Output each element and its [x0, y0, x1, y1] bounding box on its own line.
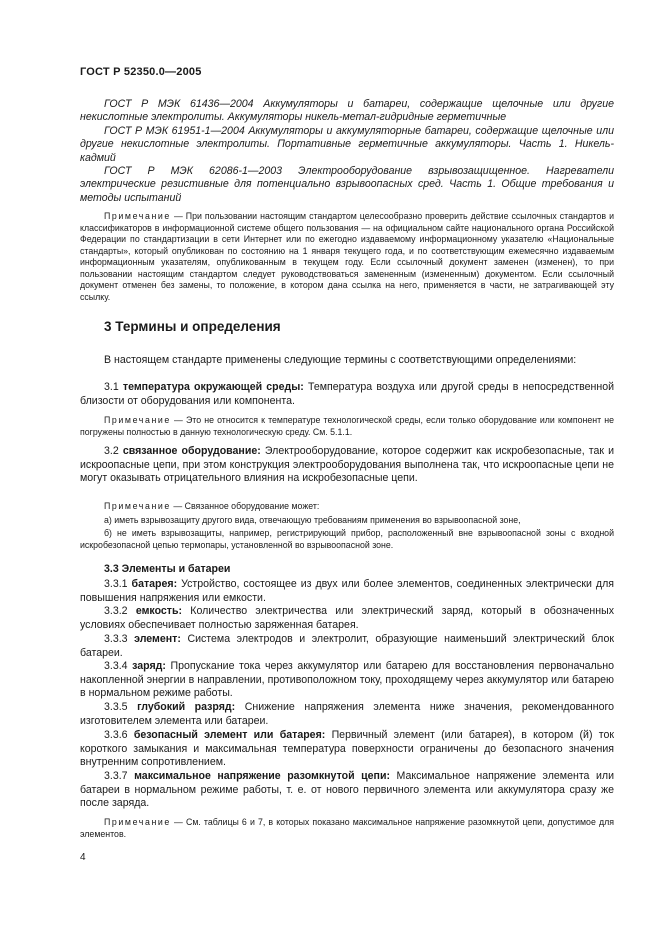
term-number: 3.3.3 — [104, 633, 128, 645]
term-name: элемент: — [134, 633, 181, 645]
note-text: — Связанное оборудование может: — [173, 501, 320, 511]
note-label: Примечание — [104, 415, 171, 425]
reference-iec-62086: ГОСТ Р МЭК 62086-1—2003 Электрооборудование взрывозащищенное. Нагреватели электрические резистивные для потенциально взрывоопасных сред. Часть 1. Общие требования и методы испытаний — [80, 165, 614, 204]
term-name: температура окружающей среды: — [122, 381, 304, 393]
note-3-2 — [80, 501, 614, 513]
term-3-3-4 — [80, 660, 614, 701]
term-definition: Первичный элемент (или батарея), в котором (й) ток короткого замыкания и максимальная температура поверхности ограничены до безопасного значения внутренним сопротивлением. — [80, 729, 615, 768]
term-number: 3.3.1 — [104, 578, 128, 590]
note-text: — При пользовании настоящим стандартом целесообразно проверить действие ссылочных стандартов и классификаторов в информационной системе общего пользования — на официальном сайте национального органа Российской Федерации по стандартизации в сети Интернет или по ежегодно издаваемому информационному указателю «Национальные стандарты», который опубликован по состоянию на 1 января текущего года, и по соответствующим ежемесячно издаваемым информационным указателям, опубликованным в текущем году. Если ссылочный документ заменен (изменен), то при пользовании настоящим стандартом следует руководствоваться замененным (измененным) документом. Если ссылочный документ отменен без замены, то положение, в котором дана ссылка на него, применяется в части, не затрагивающей эту ссылку. — [80, 211, 614, 302]
term-number: 3.3.5 — [104, 701, 128, 713]
page-number: 4 — [80, 852, 86, 863]
term-definition: Температура воздуха или другой среды в непосредственной близости от оборудования или компонента. — [80, 381, 614, 407]
term-name: связанное оборудование: — [122, 445, 261, 457]
term-definition: Электрооборудование, которое содержит как искробезопасные, так и искроопасные цепи, при этом конструкция электрооборудования выполнена так, что искроопасные цепи не могут оказывать отрицательного влияния на искробезопасные цепи. — [80, 445, 615, 484]
term-number: 3.3.4 — [104, 660, 128, 672]
term-3-1 — [80, 381, 614, 408]
term-definition: Система электродов и электролит, образующие наименьший электрический блок батареи. — [80, 633, 614, 659]
term-name: батарея: — [131, 578, 178, 590]
term-3-3-2 — [80, 605, 614, 632]
term-definition: Количество электричества или электрический заряд, который в обозначенных условиях обеспечивает полностью заряженная батарея. — [80, 605, 615, 631]
section-intro: В настоящем стандарте применены следующие термины с соответствующими определениями: — [104, 354, 577, 366]
subsection-3-3-title: 3.3 Элементы и батареи — [104, 563, 231, 575]
note-label: Примечание — [104, 211, 171, 221]
reference-iec-61951: ГОСТ Р МЭК 61951-1—2004 Аккумуляторы и аккумуляторные батареи, содержащие щелочные или другие некислотные электролиты. Портативные герметичные аккумуляторы. Часть 1. Никель-кадмий — [80, 125, 614, 164]
document-header: ГОСТ Р 52350.0—2005 — [80, 66, 202, 78]
term-name: емкость: — [135, 605, 183, 617]
section-title: 3 Термины и определения — [104, 319, 281, 334]
term-name: заряд: — [132, 660, 166, 672]
term-number: 3.3.2 — [104, 605, 128, 617]
term-3-3-6 — [80, 729, 614, 770]
term-definition: Максимальное напряжение элемента или батареи в нормальном режиме работы, т. е. от нового первичного элемента или аккумулятора сразу же после заряда. — [80, 770, 615, 809]
term-name: безопасный элемент или батарея: — [133, 729, 326, 741]
term-number: 3.2 — [104, 445, 119, 457]
term-3-3-3 — [80, 633, 614, 660]
term-definition: Пропускание тока через аккумулятор или батарею для восстановления первоначально накопленной энергии в направлении, противоположном току, проходящему через аккумулятор или батарею в нормальном режиме работы. — [80, 660, 614, 699]
reference-iec-61436: ГОСТ Р МЭК 61436—2004 Аккумуляторы и батареи, содержащие щелочные или другие некислотные электролиты. Аккумуляторы никель-метал-гидридные герметичные — [80, 98, 614, 124]
term-3-3-5 — [80, 701, 614, 728]
note-references — [80, 211, 614, 303]
term-3-2 — [80, 445, 614, 486]
note-label: Примечание — [104, 817, 171, 827]
note-3-2-item-b: б) не иметь взрывозащиты, например, регистрирующий прибор, расположенный вне взрывоопасной зоны с входной искробезопасной цепью термопары, установленной во взрывоопасной зоне. — [80, 528, 614, 550]
term-definition: Устройство, состоящее из двух или более элементов, соединенных электрически для повышения напряжения или емкости. — [80, 578, 614, 604]
term-3-3-1 — [80, 578, 614, 605]
term-3-3-7 — [80, 770, 614, 811]
note-3-2-item-a: а) иметь взрывозащиту другого вида, отвечающую требованиям применения во взрывоопасной зоне, — [104, 515, 521, 525]
term-definition: Снижение напряжения элемента ниже значения, рекомендованного изготовителем элемента или батареи. — [80, 701, 614, 727]
note-text: — См. таблицы 6 и 7, в которых показано максимальное напряжение разомкнутой цепи, допустимое для элементов. — [80, 817, 614, 839]
term-name: максимальное напряжение разомкнутой цепи: — [134, 770, 390, 782]
note-3-1 — [80, 415, 614, 438]
term-name: глубокий разряд: — [137, 701, 236, 713]
note-3-3-7 — [80, 817, 614, 840]
note-text: — Это не относится к температуре технологической среды, если только оборудование или компонент не погружены полностью в данную технологическую среду. См. 5.1.1. — [80, 415, 614, 437]
note-label: Примечание — [104, 501, 171, 511]
term-number: 3.3.6 — [104, 729, 128, 741]
term-number: 3.1 — [104, 381, 119, 393]
term-number: 3.3.7 — [104, 770, 128, 782]
